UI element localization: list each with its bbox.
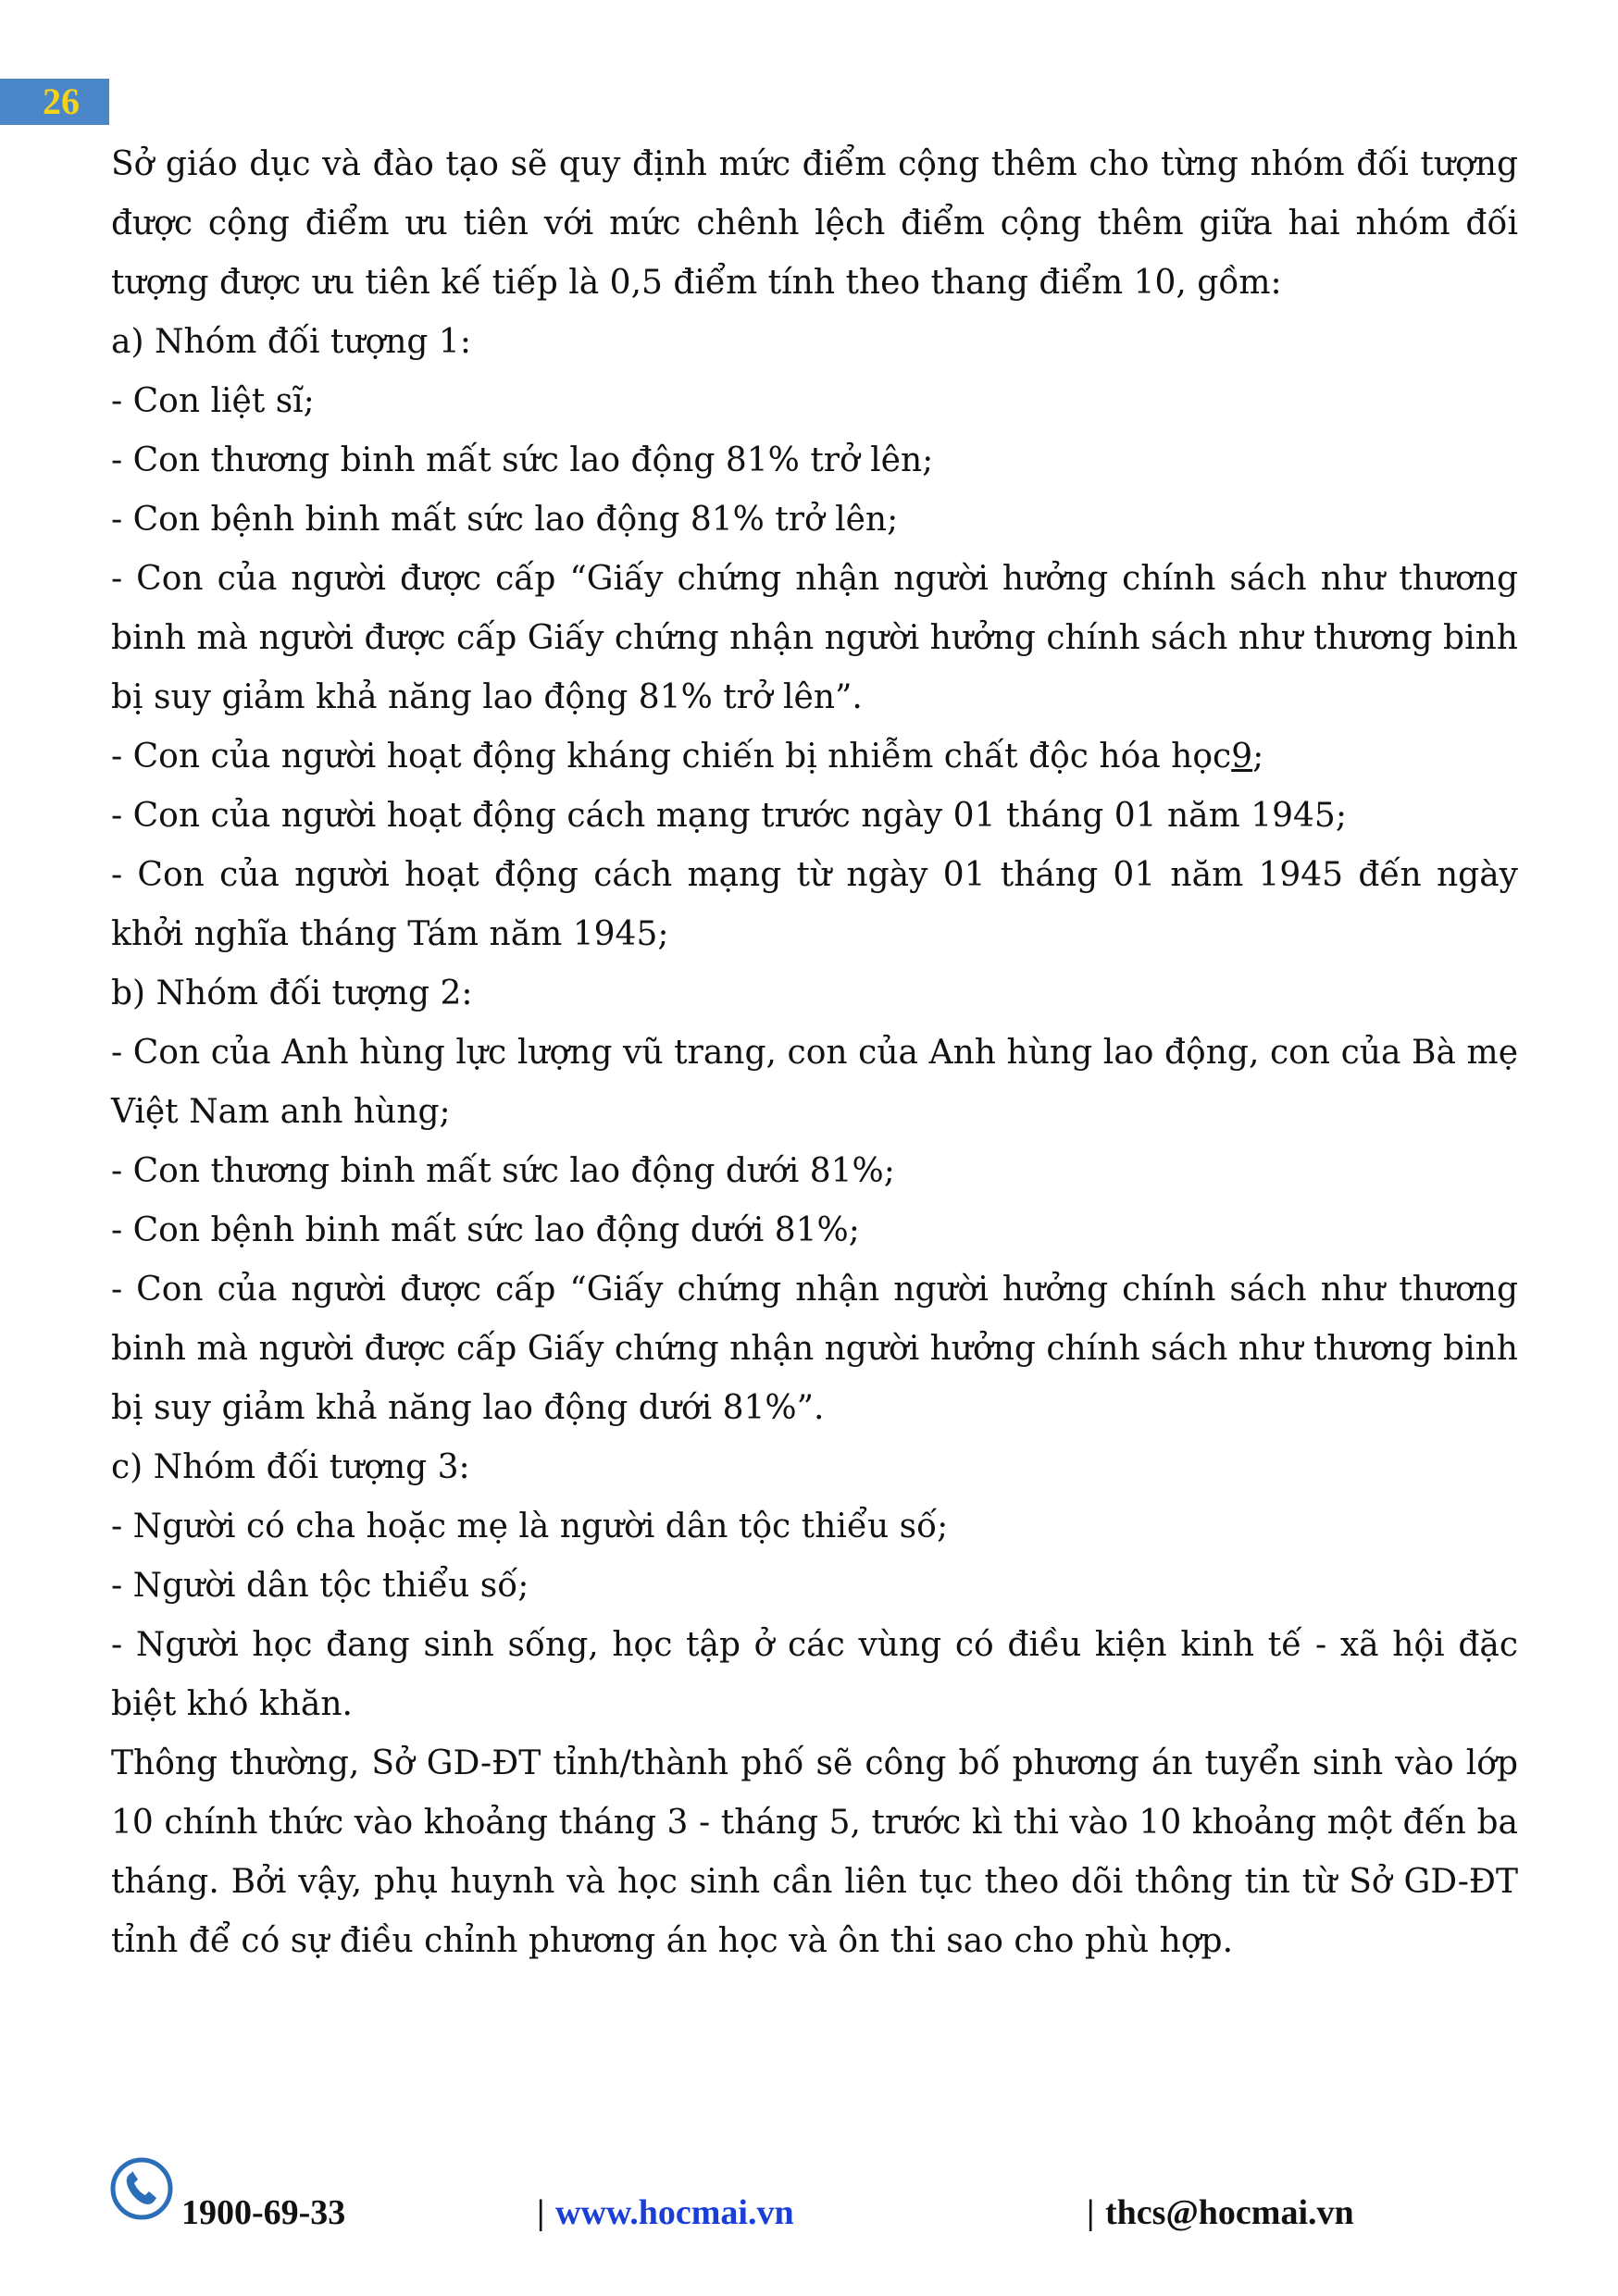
- list-item: - Con của Anh hùng lực lượng vũ trang, con của Anh hùng lao động, con của Bà mẹ Việt Nam anh hùng;: [111, 1034, 1518, 1131]
- page-number-badge: [0, 79, 109, 125]
- phone-icon: [109, 2156, 174, 2221]
- list-item: - Con của người hoạt động cách mạng từ ngày 01 tháng 01 năm 1945 đến ngày khởi nghĩa tháng Tám năm 1945;: [111, 856, 1518, 953]
- list-item: - Con thương binh mất sức lao động dưới 81%;: [111, 1152, 895, 1190]
- group-3-heading: c) Nhóm đối tượng 3:: [111, 1448, 470, 1486]
- footer-separator: |: [537, 2193, 545, 2232]
- list-item: - Con của người hoạt động cách mạng trước ngày 01 tháng 01 năm 1945;: [111, 797, 1347, 835]
- footer-separator: |: [1087, 2193, 1095, 2232]
- list-item: - Con của người được cấp “Giấy chứng nhận người hưởng chính sách như thương binh mà người được cấp Giấy chứng nhận người hưởng chính sách như thương binh bị suy giảm khả năng lao động 81% trở lên”.: [111, 560, 1518, 716]
- list-item: [111, 727, 1518, 787]
- footer-phone[interactable]: 1900-69-33: [181, 2193, 346, 2232]
- group-1-heading: a) Nhóm đối tượng 1:: [111, 323, 471, 361]
- list-item: - Con của người được cấp “Giấy chứng nhận người hưởng chính sách như thương binh mà người được cấp Giấy chứng nhận người hưởng chính sách như thương binh bị suy giảm khả năng lao động dưới 81%”.: [111, 1271, 1518, 1427]
- group-2-heading: b) Nhóm đối tượng 2:: [111, 974, 473, 1012]
- list-item: - Con thương binh mất sức lao động 81% trở lên;: [111, 441, 934, 479]
- footer-email[interactable]: thcs@hocmai.vn: [1105, 2193, 1354, 2232]
- intro-paragraph: Sở giáo dục và đào tạo sẽ quy định mức điểm cộng thêm cho từng nhóm đối tượng được cộng điểm ưu tiên với mức chênh lệch điểm cộng thêm giữa hai nhóm đối tượng được ưu tiên kế tiếp là 0,5 điểm tính theo thang điểm 10, gồm:: [111, 145, 1518, 302]
- footer-website-link[interactable]: www.hocmai.vn: [555, 2193, 794, 2232]
- list-item-punctuation: ;: [1252, 738, 1264, 776]
- closing-paragraph: Thông thường, Sở GD-ĐT tỉnh/thành phố sẽ công bố phương án tuyển sinh vào lớp 10 chính thức vào khoảng tháng 3 - tháng 5, trước kì thi vào 10 khoảng một đến ba tháng. Bởi vậy, phụ huynh và học sinh cần liên tục theo dõi thông tin từ Sở GD-ĐT tỉnh để có sự điều chỉnh phương án học và ôn thi sao cho phù hợp.: [111, 1744, 1518, 1960]
- footnote-reference[interactable]: 9: [1231, 738, 1253, 776]
- list-item: - Người có cha hoặc mẹ là người dân tộc thiểu số;: [111, 1508, 949, 1545]
- list-item: - Người học đang sinh sống, học tập ở các vùng có điều kiện kinh tế - xã hội đặc biệt khó khăn.: [111, 1626, 1518, 1723]
- list-item: - Người dân tộc thiểu số;: [111, 1567, 529, 1605]
- page-number: 26: [43, 81, 80, 122]
- footer: [0, 2147, 1618, 2249]
- list-item: - Con bệnh binh mất sức lao động dưới 81%;: [111, 1211, 860, 1249]
- list-item: - Con liệt sĩ;: [111, 382, 315, 420]
- document-body: [111, 135, 1518, 1971]
- list-item-text: - Con của người hoạt động kháng chiến bị nhiễm chất độc hóa học: [111, 738, 1232, 776]
- list-item: - Con bệnh binh mất sức lao động 81% trở lên;: [111, 501, 899, 539]
